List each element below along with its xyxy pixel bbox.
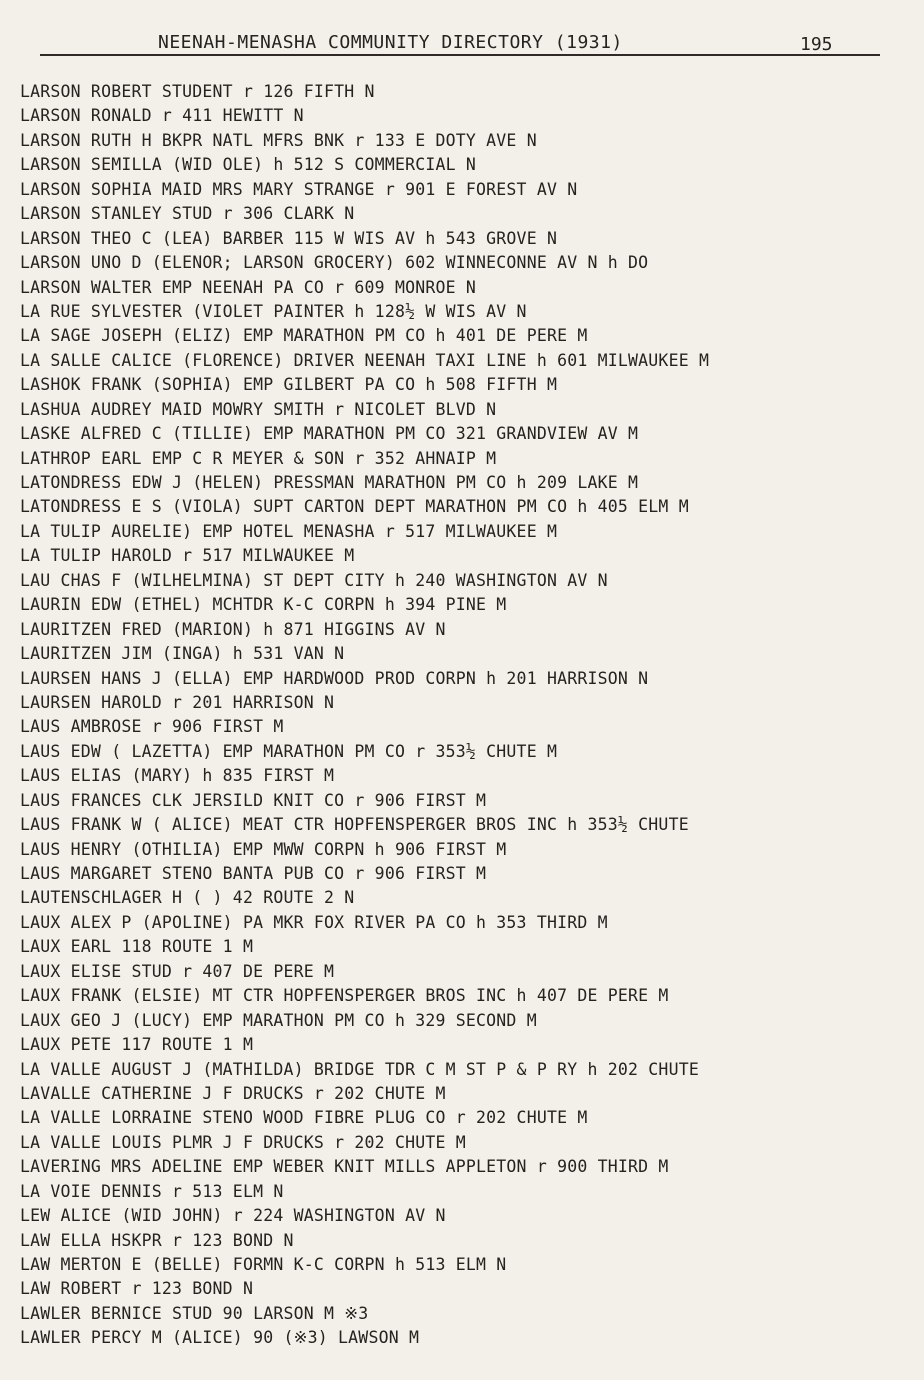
directory-entry: LAWLER BERNICE STUD 90 LARSON M ※3 — [20, 1303, 369, 1323]
directory-entry: LAURITZEN FRED (MARION) h 871 HIGGINS AV N — [20, 619, 446, 639]
directory-entry: LARSON THEO C (LEA) BARBER 115 W WIS AV h 543 GROVE N — [20, 228, 558, 248]
directory-entry: LAWLER PERCY M (ALICE) 90 (※3) LAWSON M — [20, 1328, 420, 1348]
directory-entries — [20, 80, 916, 1351]
directory-entry: LARSON STANLEY STUD r 306 CLARK N — [20, 204, 355, 224]
directory-entry: LA SALLE CALICE (FLORENCE) DRIVER NEENAH TAXI LINE h 601 MILWAUKEE M — [20, 350, 710, 370]
directory-entry: LARSON RUTH H BKPR NATL MFRS BNK r 133 E DOTY AVE N — [20, 130, 537, 150]
directory-entry: LA TULIP AURELIE) EMP HOTEL MENASHA r 517 MILWAUKEE M — [20, 521, 558, 541]
directory-entry: LAUS FRANCES CLK JERSILD KNIT CO r 906 FIRST M — [20, 790, 487, 810]
directory-entry: LAUX EARL 118 ROUTE 1 M — [20, 937, 254, 957]
directory-entry: LAVALLE CATHERINE J F DRUCKS r 202 CHUTE M — [20, 1083, 446, 1103]
page-title: NEENAH-MENASHA COMMUNITY DIRECTORY (1931) — [158, 32, 623, 53]
directory-entry: LAW ELLA HSKPR r 123 BOND N — [20, 1230, 294, 1250]
directory-entry: LAUS HENRY (OTHILIA) EMP MWW CORPN h 906 FIRST M — [20, 839, 507, 859]
directory-entry: LAURSEN HANS J (ELLA) EMP HARDWOOD PROD CORPN h 201 HARRISON N — [20, 668, 649, 688]
directory-entry: LAURSEN HAROLD r 201 HARRISON N — [20, 692, 335, 712]
directory-entry: LAU CHAS F (WILHELMINA) ST DEPT CITY h 240 WASHINGTON AV N — [20, 570, 608, 590]
directory-entry: LAUX FRANK (ELSIE) MT CTR HOPFENSPERGER BROS INC h 407 DE PERE M — [20, 986, 669, 1006]
directory-entry: LAUX ELISE STUD r 407 DE PERE M — [20, 961, 335, 981]
directory-entry: LAUS MARGARET STENO BANTA PUB CO r 906 FIRST M — [20, 864, 487, 883]
directory-entry: LAVERING MRS ADELINE EMP WEBER KNIT MILLS APPLETON r 900 THIRD M — [20, 1157, 669, 1177]
directory-entry: LAURIN EDW (ETHEL) MCHTDR K-C CORPN h 394 PINE M — [20, 595, 507, 615]
directory-entry: LAUS ELIAS (MARY) h 835 FIRST M — [20, 766, 335, 786]
directory-entry: LATHROP EARL EMP C R MEYER & SON r 352 AHNAIP M — [20, 448, 497, 468]
directory-entry: LAW MERTON E (BELLE) FORMN K-C CORPN h 513 ELM N — [20, 1255, 507, 1274]
directory-entry: LAUS FRANK W ( ALICE) MEAT CTR HOPFENSPERGER BROS INC h 353½ CHUTE — [20, 815, 689, 835]
directory-entry: LA SAGE JOSEPH (ELIZ) EMP MARATHON PM CO h 401 DE PERE M — [20, 326, 588, 346]
directory-entry: LATONDRESS E S (VIOLA) SUPT CARTON DEPT MARATHON PM CO h 405 ELM M — [20, 497, 689, 517]
directory-entry: LAUS EDW ( LAZETTA) EMP MARATHON PM CO r 353½ CHUTE M — [20, 741, 558, 761]
directory-entry: LASKE ALFRED C (TILLIE) EMP MARATHON PM CO 321 GRANDVIEW AV M — [20, 424, 639, 444]
directory-entry: LA VALLE AUGUST J (MATHILDA) BRIDGE TDR C M ST P & P RY h 202 CHUTE — [20, 1059, 699, 1079]
directory-entry: LEW ALICE (WID JOHN) r 224 WASHINGTON AV N — [20, 1206, 446, 1226]
directory-entry: LA VOIE DENNIS r 513 ELM N — [20, 1181, 284, 1201]
directory-entry: LAUX ALEX P (APOLINE) PA MKR FOX RIVER PA CO h 353 THIRD M — [20, 912, 608, 932]
directory-entry: LATONDRESS EDW J (HELEN) PRESSMAN MARATHON PM CO h 209 LAKE M — [20, 473, 639, 492]
directory-entry: LASHUA AUDREY MAID MOWRY SMITH r NICOLET BLVD N — [20, 399, 497, 419]
directory-entry: LAW ROBERT r 123 BOND N — [20, 1279, 254, 1299]
directory-entry: LAUS AMBROSE r 906 FIRST M — [20, 717, 284, 737]
directory-entry: LA TULIP HAROLD r 517 MILWAUKEE M — [20, 546, 355, 566]
directory-entry: LARSON SOPHIA MAID MRS MARY STRANGE r 901 E FOREST AV N — [20, 179, 578, 199]
directory-entry: LAUX PETE 117 ROUTE 1 M — [20, 1035, 254, 1055]
header-rule — [40, 54, 880, 56]
page-number: 195 — [800, 34, 833, 55]
directory-entry: LA VALLE LORRAINE STENO WOOD FIBRE PLUG CO r 202 CHUTE M — [20, 1108, 588, 1128]
directory-entry: LASHOK FRANK (SOPHIA) EMP GILBERT PA CO h 508 FIFTH M — [20, 375, 558, 395]
directory-entry: LARSON SEMILLA (WID OLE) h 512 S COMMERCIAL N — [20, 155, 477, 175]
directory-entry: LAUTENSCHLAGER H ( ) 42 ROUTE 2 N — [20, 888, 355, 908]
directory-entry: LA RUE SYLVESTER (VIOLET PAINTER h 128½ W WIS AV N — [20, 301, 527, 321]
directory-entry: LARSON WALTER EMP NEENAH PA CO r 609 MONROE N — [20, 277, 477, 297]
directory-entry: LARSON RONALD r 411 HEWITT N — [20, 106, 304, 126]
directory-entry: LA VALLE LOUIS PLMR J F DRUCKS r 202 CHUTE M — [20, 1132, 466, 1152]
directory-entry: LAUX GEO J (LUCY) EMP MARATHON PM CO h 329 SECOND M — [20, 1010, 537, 1030]
directory-entry: LAURITZEN JIM (INGA) h 531 VAN N — [20, 644, 345, 664]
directory-entry: LARSON ROBERT STUDENT r 126 FIFTH N — [20, 82, 375, 101]
directory-entry: LARSON UNO D (ELENOR; LARSON GROCERY) 602 WINNECONNE AV N h DO — [20, 253, 649, 273]
